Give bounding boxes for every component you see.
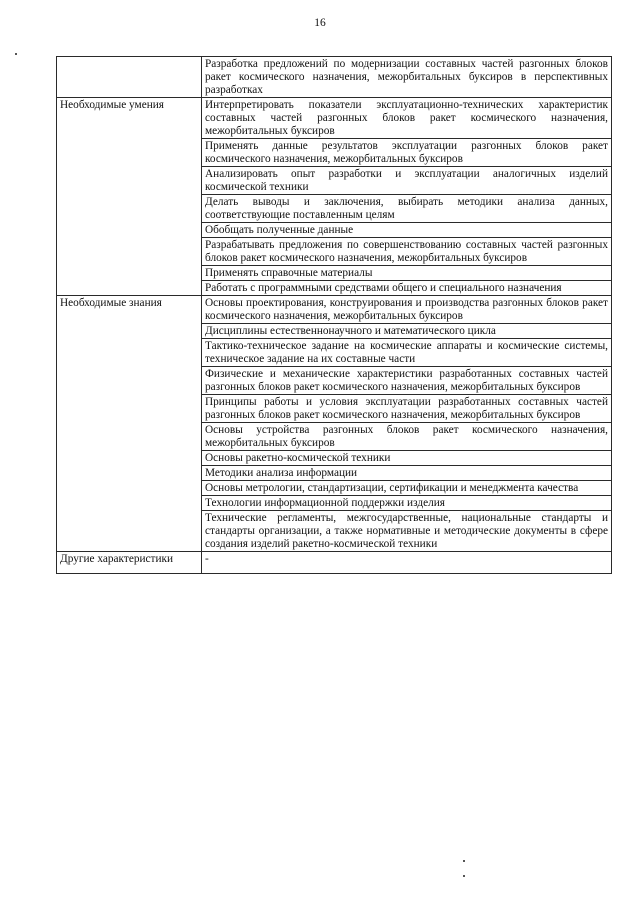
cell-text: -: [205, 553, 209, 565]
cell-text: Основы проектирования, конструирования и производства разгонных блоков ракет космического назначения, межорбитальных буксиров: [205, 297, 608, 322]
row-label-skills: Необходимые умения: [57, 98, 202, 296]
scan-mark: [15, 53, 17, 55]
table-cell: [202, 266, 612, 281]
row-label: [57, 57, 202, 98]
cell-text: Применять данные результатов эксплуатации разгонных блоков ракет космического назначения, межорбитальных буксиров: [205, 140, 608, 165]
table-row: [57, 98, 612, 139]
table-row: [57, 57, 612, 98]
table-cell: [202, 466, 612, 481]
table-cell: [202, 511, 612, 552]
qualification-table: [56, 56, 612, 574]
cell-text: Технологии информационной поддержки изделия: [205, 497, 445, 509]
table-cell: [202, 98, 612, 139]
cell-text: Разрабатывать предложения по совершенствованию составных частей разгонных блоков ракет космического назначения, межорбитальных буксиров: [205, 239, 608, 264]
table-cell: [202, 395, 612, 423]
cell-text: Работать с программными средствами общего и специального назначения: [205, 282, 562, 294]
table-cell: [202, 238, 612, 266]
cell-text: Методики анализа информации: [205, 467, 358, 479]
cell-text: Применять справочные материалы: [205, 267, 373, 279]
cell-text: Основы ракетно-космической техники: [205, 452, 391, 464]
table-cell: [202, 339, 612, 367]
page-number: 16: [314, 17, 326, 29]
table-cell: [202, 195, 612, 223]
cell-text: Основы метрологии, стандартизации, сертификации и менеджмента качества: [205, 482, 579, 494]
table-cell: [202, 451, 612, 466]
table-cell: [202, 552, 612, 574]
cell-text: Принципы работы и условия эксплуатации разработанных составных частей разгонных блоков ракет космического назначения, межорбитальных буксиров: [205, 396, 608, 421]
cell-text: Основы устройства разгонных блоков ракет космического назначения, межорбитальных буксиров: [205, 424, 608, 449]
table-row: [57, 296, 612, 324]
table-cell: [202, 223, 612, 238]
table-cell: [202, 57, 612, 98]
cell-text: Разработка предложений по модернизации составных частей разгонных блоков ракет космического назначения, межорбитальных буксиров в перспективных разработках: [205, 58, 608, 96]
table-cell: [202, 167, 612, 195]
scan-mark: [463, 860, 465, 862]
table-cell: [202, 139, 612, 167]
cell-text: Тактико-техническое задание на космические аппараты и космические системы, техническое задание на их составные части: [205, 340, 608, 365]
table-cell: [202, 281, 612, 296]
table-cell: [202, 481, 612, 496]
cell-text: Делать выводы и заключения, выбирать методики анализа данных, соответствующие поставленным целям: [205, 196, 608, 221]
cell-text: Технические регламенты, межгосударственные, национальные стандарты и стандарты организации, а также нормативные и методические документы в сфере создания изделий ракетно-космической техники: [205, 512, 608, 550]
table-row: [57, 552, 612, 574]
cell-text: Обобщать полученные данные: [205, 224, 354, 236]
table-cell: [202, 367, 612, 395]
cell-text: Анализировать опыт разработки и эксплуатации аналогичных изделий космической техники: [205, 168, 608, 193]
cell-text: Дисциплины естественнонаучного и математического цикла: [205, 325, 496, 337]
scan-mark: [463, 875, 465, 877]
row-label-other: Другие характеристики: [57, 552, 202, 574]
row-label-knowledge: Необходимые знания: [57, 296, 202, 552]
cell-text: Интерпретировать показатели эксплуатационно-технических характеристик составных частей разгонных блоков ракет космического назначения, межорбитальных буксиров: [205, 99, 608, 137]
table-cell: [202, 324, 612, 339]
table-cell: [202, 423, 612, 451]
cell-text: Физические и механические характеристики разработанных составных частей разгонных блоков ракет космического назначения, межорбитальных буксиров: [205, 368, 608, 393]
table-cell: [202, 496, 612, 511]
table-cell: [202, 296, 612, 324]
